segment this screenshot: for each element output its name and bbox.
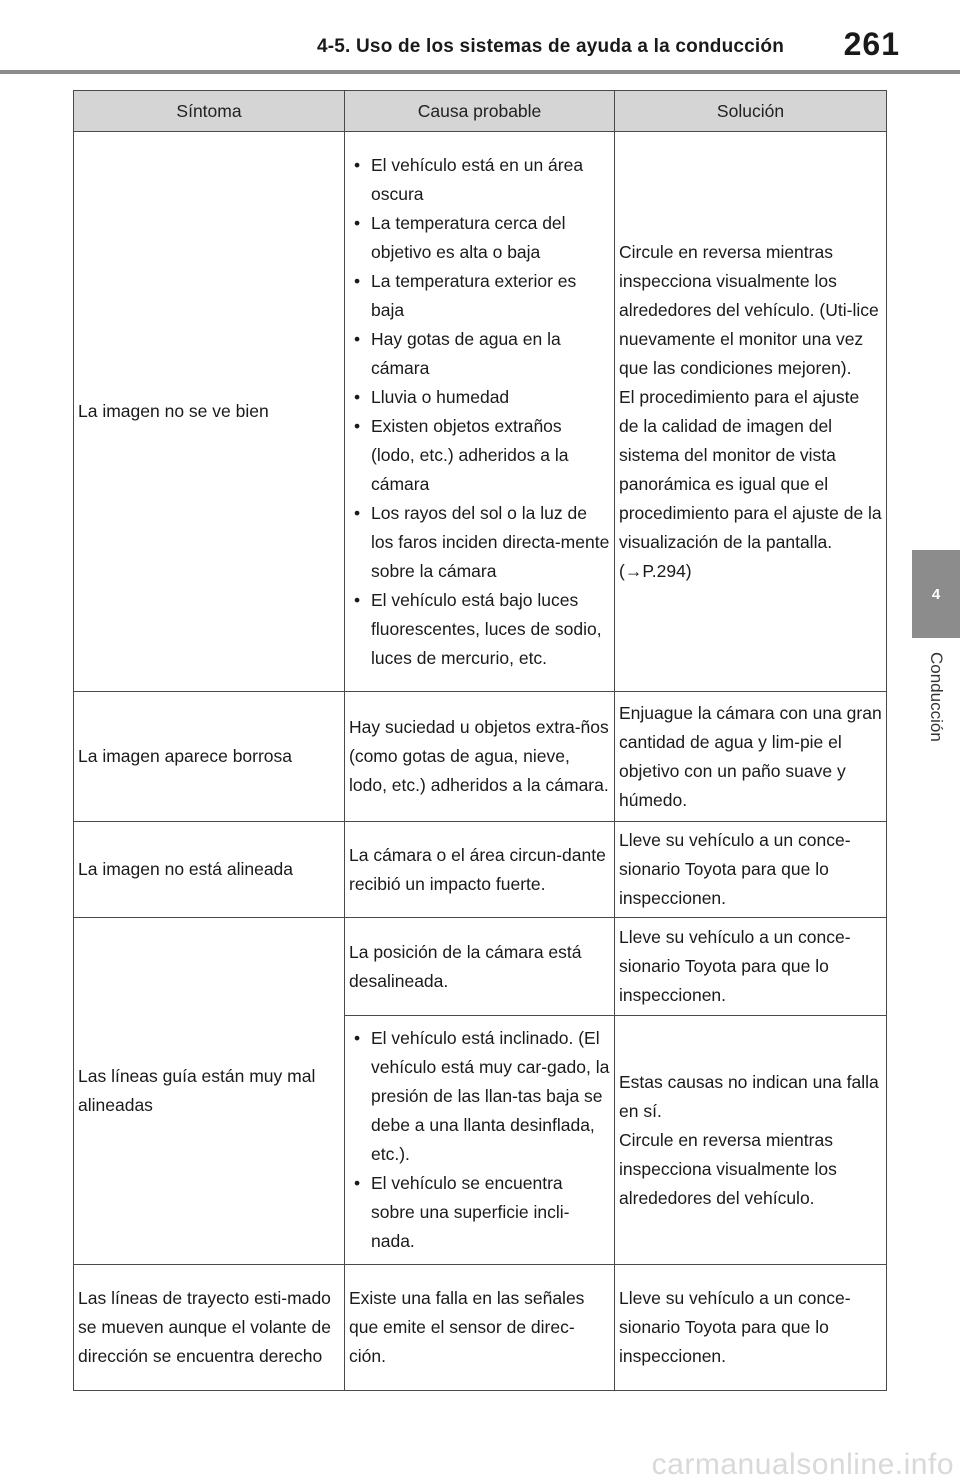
list-item: • El vehículo está inclinado. (El vehículo está muy car-gado, la presión de las llan-tas baja se debe a una llanta desinflada, etc.).: [349, 1024, 610, 1169]
list-item: • Lluvia o humedad: [349, 383, 610, 412]
list-item: • Existen objetos extraños (lodo, etc.) adheridos a la cámara: [349, 412, 610, 499]
cause-cell: La cámara o el área circun-dante recibió un impacto fuerte.: [345, 822, 615, 918]
page-number: 261: [843, 26, 900, 62]
symptom-cell: La imagen no está alineada: [74, 822, 345, 918]
cause-cell: [345, 132, 615, 692]
cause-cell: Hay suciedad u objetos extra-ños (como gotas de agua, nieve, lodo, etc.) adheridos a la cámara.: [345, 692, 615, 822]
solution-paragraph: Circule en reversa mientras inspecciona visualmente los alrededores del vehículo. (Uti-lice nuevamente el monitor una vez que las condiciones mejoren).: [619, 241, 879, 378]
symptom-cell: La imagen aparece borrosa: [74, 692, 345, 822]
page-header: [0, 0, 960, 76]
solution-paragraph: Estas causas no indican una falla en sí.: [619, 1071, 879, 1121]
symptom-cell: Las líneas de trayecto esti-mado se mueven aunque el volante de dirección se encuentra derecho: [74, 1265, 345, 1391]
table-row: [74, 822, 887, 918]
list-item: • La temperatura exterior es baja: [349, 267, 610, 325]
chapter-tab[interactable]: [912, 550, 960, 638]
chapter-label-container: [912, 640, 960, 770]
watermark-text: carmanualsonline.info: [651, 1448, 954, 1481]
solution-cell: [615, 132, 887, 692]
table-row: [74, 692, 887, 822]
cause-cell: La posición de la cámara está desalineada.: [345, 918, 615, 1016]
header-cause: Causa probable: [345, 91, 615, 132]
header-solution: Solución: [615, 91, 887, 132]
list-item: • El vehículo está en un área oscura: [349, 151, 610, 209]
list-item: • El vehículo se encuentra sobre una superficie incli-nada.: [349, 1169, 610, 1256]
list-item: • Los rayos del sol o la luz de los faros inciden directa-mente sobre la cámara: [349, 499, 610, 586]
cause-cell: [345, 1016, 615, 1265]
list-item: • La temperatura cerca del objetivo es alta o baja: [349, 209, 610, 267]
chapter-number: 4: [931, 585, 941, 603]
cause-cell: Existe una falla en las señales que emite el sensor de direc-ción.: [345, 1265, 615, 1391]
symptom-cell: La imagen no se ve bien: [74, 132, 345, 692]
table-row: [74, 1265, 887, 1391]
list-item: • El vehículo está bajo luces fluorescentes, luces de sodio, luces de mercurio, etc.: [349, 586, 610, 673]
solution-cell: [615, 1016, 887, 1265]
table-header-row: [74, 91, 887, 132]
troubleshooting-table: [73, 90, 887, 1391]
header-symptom: Síntoma: [74, 91, 345, 132]
chapter-label: Conducción: [927, 652, 946, 742]
cause-list: [349, 151, 610, 673]
header-divider: [0, 70, 960, 74]
section-title: 4-5. Uso de los sistemas de ayuda a la conducción: [316, 36, 784, 57]
solution-cell: Enjuague la cámara con una gran cantidad de agua y lim-pie el objetivo con un paño suave y húmedo.: [615, 692, 887, 822]
table-row: [74, 918, 887, 1016]
solution-cell: Lleve su vehículo a un conce-sionario Toyota para que lo inspeccionen.: [615, 918, 887, 1016]
symptom-cell: Las líneas guía están muy mal alineadas: [74, 918, 345, 1265]
list-item: • Hay gotas de agua en la cámara: [349, 325, 610, 383]
cause-list: [349, 1024, 610, 1256]
solution-cell: Lleve su vehículo a un conce-sionario Toyota para que lo inspeccionen.: [615, 822, 887, 918]
solution-cell: Lleve su vehículo a un conce-sionario Toyota para que lo inspeccionen.: [615, 1265, 887, 1391]
solution-paragraph: Circule en reversa mientras inspecciona visualmente los alrededores del vehículo.: [619, 1129, 837, 1208]
table-row: [74, 132, 887, 692]
solution-paragraph: El procedimiento para el ajuste de la calidad de imagen del sistema del monitor de vista panorámica es igual que el procedimiento para el ajuste de la visualización de la pantalla. (→P.294): [619, 386, 882, 581]
